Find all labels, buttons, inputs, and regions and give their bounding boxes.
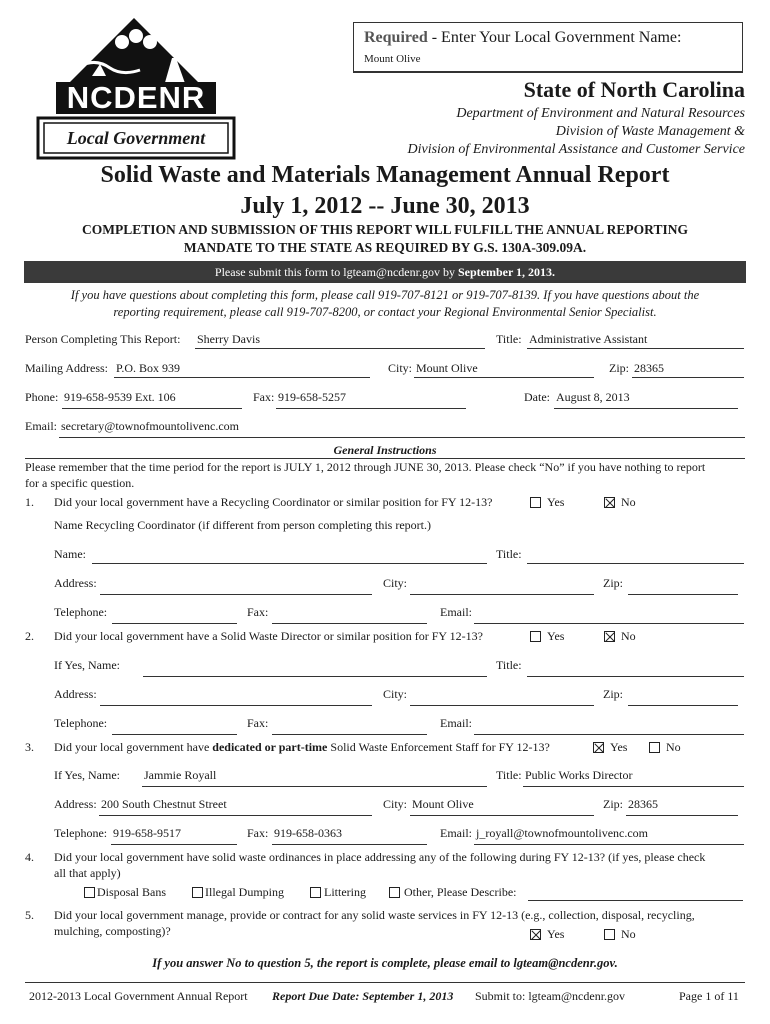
q2-city-field[interactable] (410, 705, 594, 706)
footer-page-number: Page 1 of 11 (679, 989, 739, 1003)
q3-address-label: Address: (54, 797, 97, 811)
date-field[interactable]: August 8, 2013 (556, 390, 630, 404)
zip-underline (632, 377, 744, 378)
q4-illegal-dumping-label: Illegal Dumping (205, 885, 284, 899)
q2-email-field[interactable] (474, 734, 744, 735)
q1-fax-field[interactable] (272, 623, 427, 624)
q1-zip-label: Zip: (603, 576, 623, 590)
instructions-text-2: for a specific question. (25, 476, 135, 490)
q3-address-underline (99, 815, 372, 816)
fax-underline (276, 408, 466, 409)
q3-name-field[interactable]: Jammie Royall (144, 768, 217, 782)
required-text: - Enter Your Local Government Name: (427, 29, 682, 46)
q1-email-label: Email: (440, 605, 472, 619)
mandate-line-1: COMPLETION AND SUBMISSION OF THIS REPORT WILL FULFILL THE ANNUAL REPORTING (82, 222, 688, 237)
footer-submit-to: Submit to: lgteam@ncdenr.gov (475, 989, 626, 1003)
dept-line-2: Division of Waste Management & (555, 124, 745, 139)
q3-city-label: City: (383, 797, 408, 811)
q2-number: 2. (25, 629, 34, 643)
person-label: Person Completing This Report: (25, 332, 181, 346)
report-period: July 1, 2012 -- June 30, 2013 (240, 193, 530, 219)
title-underline (527, 348, 744, 349)
required-prompt (364, 29, 681, 47)
footer-rule (25, 982, 745, 983)
q2-text: Did your local government have a Solid Waste Director or similar position for FY 12-13? (54, 629, 483, 643)
q1-telephone-field[interactable] (112, 623, 237, 624)
q2-address-field[interactable] (100, 705, 372, 706)
q1-number: 1. (25, 495, 34, 509)
email-label: Email: (25, 419, 57, 433)
q3-fax-field[interactable]: 919-658-0363 (274, 826, 342, 840)
closing-note: If you answer No to question 5, the report is complete, please email to lgteam@ncdenr.gov. (152, 956, 618, 970)
submit-banner (24, 261, 746, 283)
q1-fax-label: Fax: (247, 605, 269, 619)
q2-title-field[interactable] (527, 676, 744, 677)
email-field[interactable]: secretary@townofmountolivenc.com (61, 419, 239, 433)
q2-fax-label: Fax: (247, 716, 269, 730)
q1-yes-checkbox[interactable] (530, 497, 541, 508)
q1-city-label: City: (383, 576, 408, 590)
ncdenr-logo (36, 14, 236, 160)
q3-telephone-label: Telephone: (54, 826, 108, 840)
logo-subtitle: Local Government (66, 128, 206, 148)
q3-no-label: No (666, 740, 681, 754)
q4-text-1: Did your local government have solid waste ordinances in place addressing any of the following during FY 12-13? (if yes, please check (54, 850, 706, 864)
q2-zip-field[interactable] (628, 705, 738, 706)
q2-no-label: No (621, 629, 636, 643)
mailing-label: Mailing Address: (25, 361, 108, 375)
email-underline (59, 437, 745, 438)
q3-title-underline (523, 786, 744, 787)
q5-text-1: Did your local government manage, provide or contract for any solid waste services in FY 12-13 (e.g., collection, disposal, recycling, (54, 908, 695, 922)
instructions-rule (25, 458, 745, 459)
q1-email-field[interactable] (474, 623, 744, 624)
state-heading: State of North Carolina (523, 77, 745, 102)
city-label: City: (388, 361, 413, 375)
q5-no-label: No (621, 927, 636, 941)
q3-email-label: Email: (440, 826, 472, 840)
q1-no-label: No (621, 495, 636, 509)
footer-report-name: 2012-2013 Local Government Annual Report (29, 989, 248, 1003)
title-field[interactable]: Administrative Assistant (529, 332, 648, 346)
q4-other-description-field[interactable] (528, 900, 743, 901)
q2-yes-label: Yes (547, 629, 565, 643)
q3-zip-label: Zip: (603, 797, 623, 811)
q4-littering-label: Littering (324, 885, 366, 899)
q3-title-label: Title: (496, 768, 522, 782)
q2-title-label: Title: (496, 658, 522, 672)
q1-title-label: Title: (496, 547, 522, 561)
q3-email-field[interactable]: j_royall@townofmountolivenc.com (476, 826, 649, 840)
q5-text-2: mulching, composting)? (54, 924, 171, 938)
q3-name-label: If Yes, Name: (54, 768, 120, 782)
q1-address-label: Address: (54, 576, 97, 590)
banner-text: Please submit this form to lgteam@ncdenr.gov by (214, 265, 458, 279)
instructions-text-1: Please remember that the time period for the report is JULY 1, 2012 through JUNE 30, 2013. Please check “No” if you have nothing to report (25, 460, 706, 474)
q1-name-label: Name: (54, 547, 86, 561)
person-field[interactable]: Sherry Davis (197, 332, 260, 346)
q2-address-label: Address: (54, 687, 97, 701)
questions-line-2: reporting requirement, please call 919-707-8200, or contact your Regional Environmental Senior Specialist. (113, 305, 657, 319)
date-label: Date: (524, 390, 550, 404)
q5-no-checkbox[interactable] (604, 929, 615, 940)
date-underline (554, 408, 738, 409)
q3-number: 3. (25, 740, 34, 754)
questions-line-1: If you have questions about completing this form, please call 919-707-8121 or 919-707-8139. If you have questions about the (70, 288, 700, 302)
footer-due-date: Report Due Date: September 1, 2013 (272, 989, 454, 1003)
q4-disposal-bans-checkbox[interactable] (84, 887, 95, 898)
fax-field[interactable]: 919-658-5257 (278, 390, 346, 404)
general-instructions-heading: General Instructions (333, 443, 437, 457)
q2-city-label: City: (383, 687, 408, 701)
q3-name-underline (142, 786, 487, 787)
q3-yes-checkbox[interactable] (593, 742, 604, 753)
q3-fax-label: Fax: (247, 826, 269, 840)
q5-yes-checkbox[interactable] (530, 929, 541, 940)
q3-text-emphasis: dedicated or part-time (212, 740, 328, 754)
q3-city-field[interactable]: Mount Olive (412, 797, 474, 811)
q1-yes-label: Yes (547, 495, 565, 509)
dept-line-3: Division of Environmental Assistance and Customer Service (407, 142, 745, 157)
q2-telephone-label: Telephone: (54, 716, 108, 730)
q3-yes-label: Yes (610, 740, 628, 754)
q3-zip-underline (626, 815, 738, 816)
q1-telephone-label: Telephone: (54, 605, 108, 619)
q2-name-field[interactable] (143, 676, 487, 677)
required-label: Required (364, 29, 428, 46)
name-box-underline (353, 71, 743, 73)
q3-text-c: Solid Waste Enforcement Staff for FY 12-13? (327, 740, 550, 754)
q3-zip-field[interactable]: 28365 (628, 797, 658, 811)
q4-disposal-bans-label: Disposal Bans (97, 885, 166, 899)
zip-field[interactable]: 28365 (634, 361, 664, 375)
city-underline (414, 377, 594, 378)
local-government-name-box[interactable] (353, 22, 743, 72)
q1-city-field[interactable] (410, 594, 594, 595)
q3-email-underline (474, 844, 744, 845)
report-title: Solid Waste and Materials Management Annual Report (100, 162, 670, 188)
q1-zip-field[interactable] (628, 594, 738, 595)
mailing-field[interactable]: P.O. Box 939 (116, 361, 181, 375)
q1-subtext: Name Recycling Coordinator (if different from person completing this report.) (54, 518, 432, 532)
q4-littering-checkbox[interactable] (310, 887, 321, 898)
q2-zip-label: Zip: (603, 687, 623, 701)
q5-number: 5. (25, 908, 34, 922)
phone-field[interactable]: 919-658-9539 Ext. 106 (64, 390, 176, 404)
q4-number: 4. (25, 850, 34, 864)
zip-label: Zip: (609, 361, 629, 375)
local-government-name-value[interactable]: Mount Olive (364, 53, 421, 65)
q4-text-2: all that apply) (54, 866, 121, 880)
person-underline (195, 348, 485, 349)
fax-label: Fax: (253, 390, 275, 404)
q2-fax-field[interactable] (272, 734, 427, 735)
phone-underline (62, 408, 242, 409)
q3-text-a: Did your local government have (54, 740, 213, 754)
city-field[interactable]: Mount Olive (416, 361, 478, 375)
q3-city-underline (410, 815, 594, 816)
q2-email-label: Email: (440, 716, 472, 730)
q4-other-checkbox[interactable] (389, 887, 400, 898)
q4-other-label: Other, Please Describe: (404, 885, 517, 899)
q1-no-checkbox[interactable] (604, 497, 615, 508)
phone-label: Phone: (25, 390, 59, 404)
q3-text (54, 740, 550, 755)
q2-name-label: If Yes, Name: (54, 658, 120, 672)
q2-telephone-field[interactable] (112, 734, 237, 735)
q1-title-field[interactable] (527, 563, 744, 564)
q3-telephone-field[interactable]: 919-658-9517 (113, 826, 181, 840)
mandate-line-2: MANDATE TO THE STATE AS REQUIRED BY G.S. 130A-309.09A. (183, 240, 587, 255)
q1-address-field[interactable] (100, 594, 372, 595)
q2-no-checkbox[interactable] (604, 631, 615, 642)
mailing-underline (114, 377, 370, 378)
dept-line-1: Department of Environment and Natural Resources (456, 106, 745, 121)
q3-address-field[interactable]: 200 South Chestnut Street (101, 797, 227, 811)
q5-yes-label: Yes (547, 927, 565, 941)
q3-title-field[interactable]: Public Works Director (525, 768, 633, 782)
banner-date: September 1, 2013. (457, 265, 556, 279)
q3-telephone-underline (111, 844, 237, 845)
logo-wordmark: NCDENR (66, 80, 206, 115)
q3-fax-underline (272, 844, 427, 845)
q4-illegal-dumping-checkbox[interactable] (192, 887, 203, 898)
q3-no-checkbox[interactable] (649, 742, 660, 753)
q2-yes-checkbox[interactable] (530, 631, 541, 642)
q1-name-field[interactable] (92, 563, 487, 564)
title-label: Title: (496, 332, 522, 346)
q1-text: Did your local government have a Recycling Coordinator or similar position for FY 12-13? (54, 495, 493, 509)
